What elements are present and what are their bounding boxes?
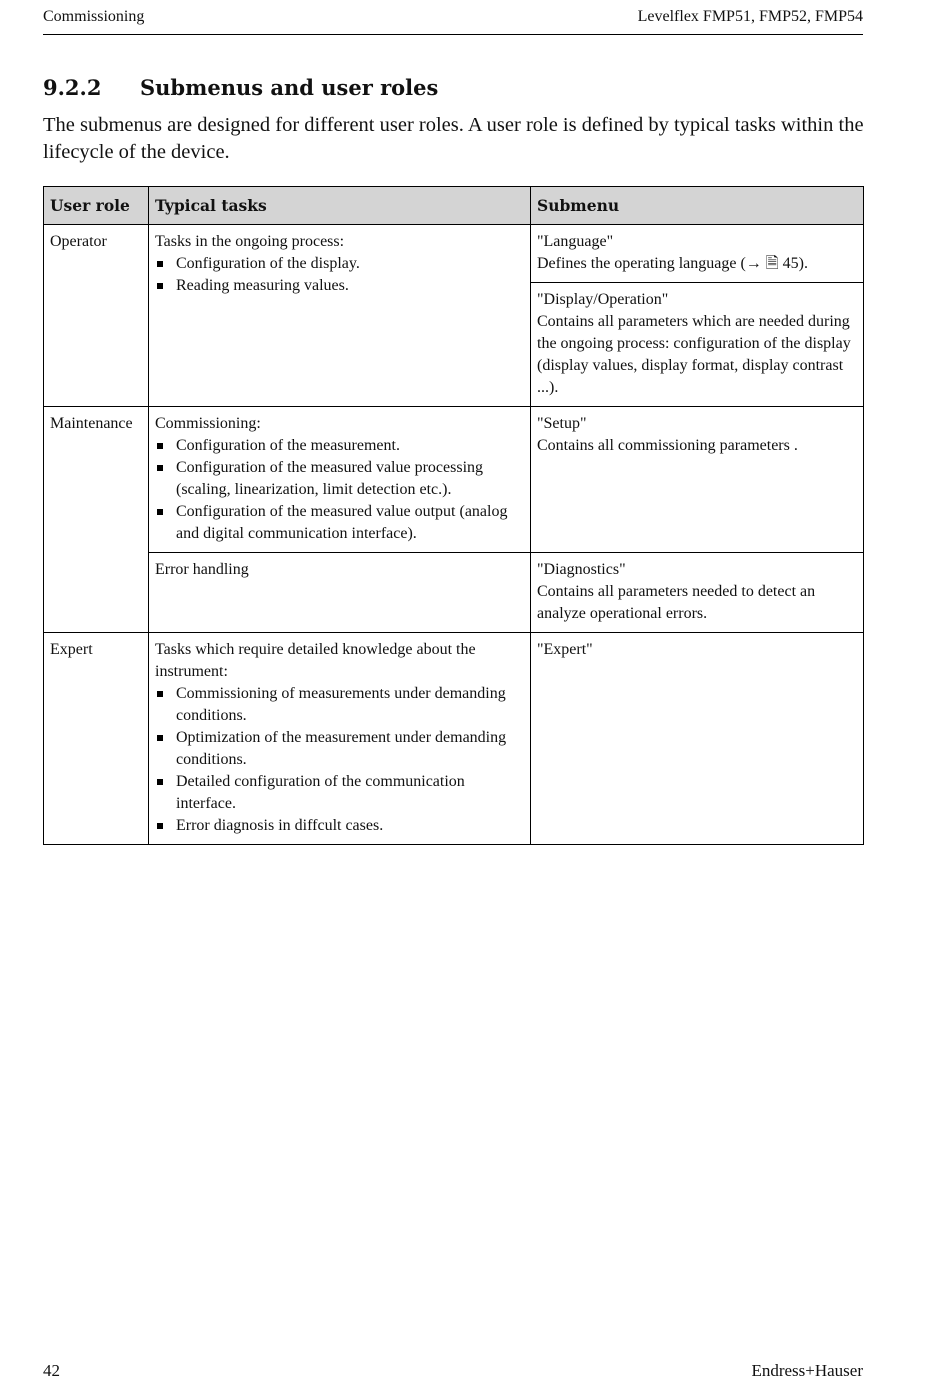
submenu-name: "Setup" bbox=[537, 415, 587, 432]
page-number: 42 bbox=[43, 1361, 60, 1380]
role-maintenance: Maintenance bbox=[44, 407, 149, 633]
submenu-description: Contains all commissioning parameters . bbox=[537, 437, 798, 454]
user-roles-table bbox=[43, 186, 864, 845]
list-item: Configuration of the measured value output (analog and digital communication interface). bbox=[155, 501, 524, 545]
table-header-row bbox=[44, 187, 864, 225]
table-row bbox=[44, 633, 864, 845]
submenu-setup bbox=[531, 407, 864, 553]
page-header bbox=[43, 6, 863, 35]
header-user-role: User role bbox=[44, 187, 149, 225]
list-item: Configuration of the measurement. bbox=[155, 435, 524, 457]
header-product: Levelflex FMP51, FMP52, FMP54 bbox=[637, 8, 863, 25]
tasks-intro: Commissioning: bbox=[155, 415, 261, 432]
task-list bbox=[155, 253, 524, 297]
submenu-description: Defines the operating language (→ 🗎 45). bbox=[537, 255, 808, 272]
table-row bbox=[44, 407, 864, 553]
tasks-operator bbox=[149, 225, 531, 407]
submenu-language bbox=[531, 225, 864, 283]
table-row bbox=[44, 553, 864, 633]
task-list bbox=[155, 435, 524, 545]
header-chapter: Commissioning bbox=[43, 8, 145, 25]
list-item: Configuration of the display. bbox=[155, 253, 524, 275]
header-typical-tasks: Typical tasks bbox=[149, 187, 531, 225]
role-expert: Expert bbox=[44, 633, 149, 845]
list-item: Optimization of the measurement under demanding conditions. bbox=[155, 727, 524, 771]
table-row bbox=[44, 225, 864, 283]
submenu-name: "Expert" bbox=[537, 641, 593, 658]
list-item: Error diagnosis in diffcult cases. bbox=[155, 815, 524, 837]
submenu-description: Contains all parameters needed to detect an analyze operational errors. bbox=[537, 583, 816, 622]
submenu-display-operation bbox=[531, 283, 864, 407]
section-title: Submenus and user roles bbox=[140, 75, 439, 100]
tasks-intro: Tasks in the ongoing process: bbox=[155, 233, 345, 250]
tasks-maintenance bbox=[149, 407, 531, 553]
tasks-intro: Tasks which require detailed knowledge about the instrument: bbox=[155, 641, 476, 680]
intro-paragraph: The submenus are designed for different user roles. A user role is defined by typical tasks within the lifecycle of the device. bbox=[43, 114, 864, 163]
submenu-description: Contains all parameters which are needed during the ongoing process: configuration of the display (display values, display format, display contrast ...). bbox=[537, 313, 851, 396]
tasks-expert bbox=[149, 633, 531, 845]
list-item: Detailed configuration of the communication interface. bbox=[155, 771, 524, 815]
submenu-name: "Diagnostics" bbox=[537, 561, 626, 578]
section-number: 9.2.2 bbox=[43, 75, 102, 100]
submenu-expert bbox=[531, 633, 864, 845]
task-list bbox=[155, 683, 524, 837]
brand-name: Endress+Hauser bbox=[751, 1361, 863, 1380]
list-item: Configuration of the measured value processing (scaling, linearization, limit detection etc.). bbox=[155, 457, 524, 501]
submenu-name: "Display/Operation" bbox=[537, 291, 669, 308]
submenu-name: "Language" bbox=[537, 233, 614, 250]
header-submenu: Submenu bbox=[531, 187, 864, 225]
list-item: Commissioning of measurements under demanding conditions. bbox=[155, 683, 524, 727]
submenu-diagnostics bbox=[531, 553, 864, 633]
tasks-error-handling: Error handling bbox=[149, 553, 531, 633]
role-operator: Operator bbox=[44, 225, 149, 407]
list-item: Reading measuring values. bbox=[155, 275, 524, 297]
